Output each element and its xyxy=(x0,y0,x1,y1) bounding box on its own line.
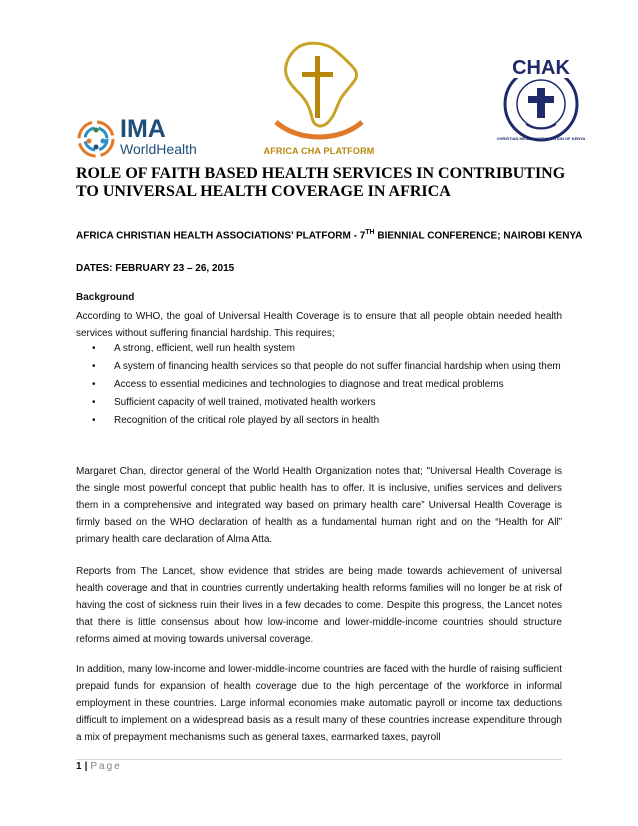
conference-dates: DATES: FEBRUARY 23 – 26, 2015 xyxy=(76,263,235,274)
page-footer xyxy=(76,761,122,772)
bullet-icon: • xyxy=(92,361,96,372)
bullet-icon: • xyxy=(92,397,96,408)
list-item-text: Sufficient capacity of well trained, motivated health workers xyxy=(114,397,376,408)
page-number: 1 xyxy=(76,761,82,772)
conference-ordinal-suffix: TH xyxy=(365,229,375,236)
chak-logo-ring-text: CHRISTIAN HEALTH ASSOCIATION OF KENYA xyxy=(496,136,586,141)
list-item xyxy=(92,394,562,411)
bullet-icon: • xyxy=(92,379,96,390)
requirements-list xyxy=(92,340,562,430)
background-intro-paragraph: According to WHO, the goal of Universal Health Coverage is to ensure that all people obtain needed health services without suffering financial hardship. This requires; xyxy=(76,311,562,339)
conference-line xyxy=(76,229,596,241)
africa-cha-platform-logo xyxy=(262,38,376,162)
list-item-text: Access to essential medicines and technologies to diagnose and treat medical problems xyxy=(114,379,504,390)
conference-suffix: BIENNIAL CONFERENCE; NAIROBI KENYA xyxy=(374,230,583,242)
page-label: Page xyxy=(90,761,122,772)
bullet-icon: • xyxy=(92,343,96,354)
africa-cross-icon xyxy=(262,38,376,146)
list-item-text: A strong, efficient, well run health system xyxy=(114,343,296,354)
conference-prefix: AFRICA CHRISTIAN HEALTH ASSOCIATIONS’ PLATFORM - 7 xyxy=(76,230,366,242)
background-heading: Background xyxy=(76,292,135,303)
list-item xyxy=(92,412,562,429)
list-item xyxy=(92,376,562,393)
footer-separator: | xyxy=(84,761,88,772)
list-item-text: A system of financing health services so that people do not suffer financial hardship when using them xyxy=(114,361,561,372)
prepaid-funds-paragraph: In addition, many low-income and lower-middle-income countries are faced with the hurdle of raising sufficient prepaid funds for expansion of health coverage due to the high percentage of the workforce in informal employment in these countries. Large informal economies make automatic payroll or income tax deductions difficult to implement on a widespread basis as a result many of these countries increase expenditure through a mix of prepayment mechanisms such as general taxes, earmarked taxes, payroll xyxy=(76,664,562,743)
list-item-text: Recognition of the critical role played by all sectors in health xyxy=(114,415,380,426)
footer-divider xyxy=(76,759,562,760)
africa-cha-platform-label: AFRICA CHA PLATFORM xyxy=(263,146,375,156)
ima-emblem-icon xyxy=(76,116,118,162)
bullet-icon: • xyxy=(92,415,96,426)
ima-logo-name: IMA xyxy=(120,115,166,143)
margaret-chan-paragraph: Margaret Chan, director general of the World Health Organization notes that; "Universal Health Coverage is the single most powerful concept that public health has to offer. It is inclusive, unifies services and delivers them in a comprehensive and integrated way based on primary health care” Universal Health Coverage is firmly based on the WHO declaration of health as a fundamental human right and on the “Health for All” primary health care declaration of Alma Atta. xyxy=(76,466,562,545)
ima-world-health-logo xyxy=(76,116,206,162)
lancet-paragraph: Reports from The Lancet, show evidence that strides are being made towards achievement of universal health coverage and that in countries currently undertaking health reforms families will no longer be at risk of having the cost of sickness ruin their lives in a few decades to come. Despite this progress, the Lancet notes that there is little consensus about how low-income and lower-middle-income countries should structure reforms aimed at moving towards universal coverage. xyxy=(76,566,562,645)
list-item xyxy=(92,358,562,375)
ima-logo-subtitle: WorldHealth xyxy=(120,141,197,157)
list-item xyxy=(92,340,562,357)
chak-logo-name: CHAK xyxy=(504,58,578,78)
chak-logo xyxy=(496,58,586,144)
document-title: ROLE OF FAITH BASED HEALTH SERVICES IN CONTRIBUTING TO UNIVERSAL HEALTH COVERAGE IN AFRICA xyxy=(76,165,566,200)
